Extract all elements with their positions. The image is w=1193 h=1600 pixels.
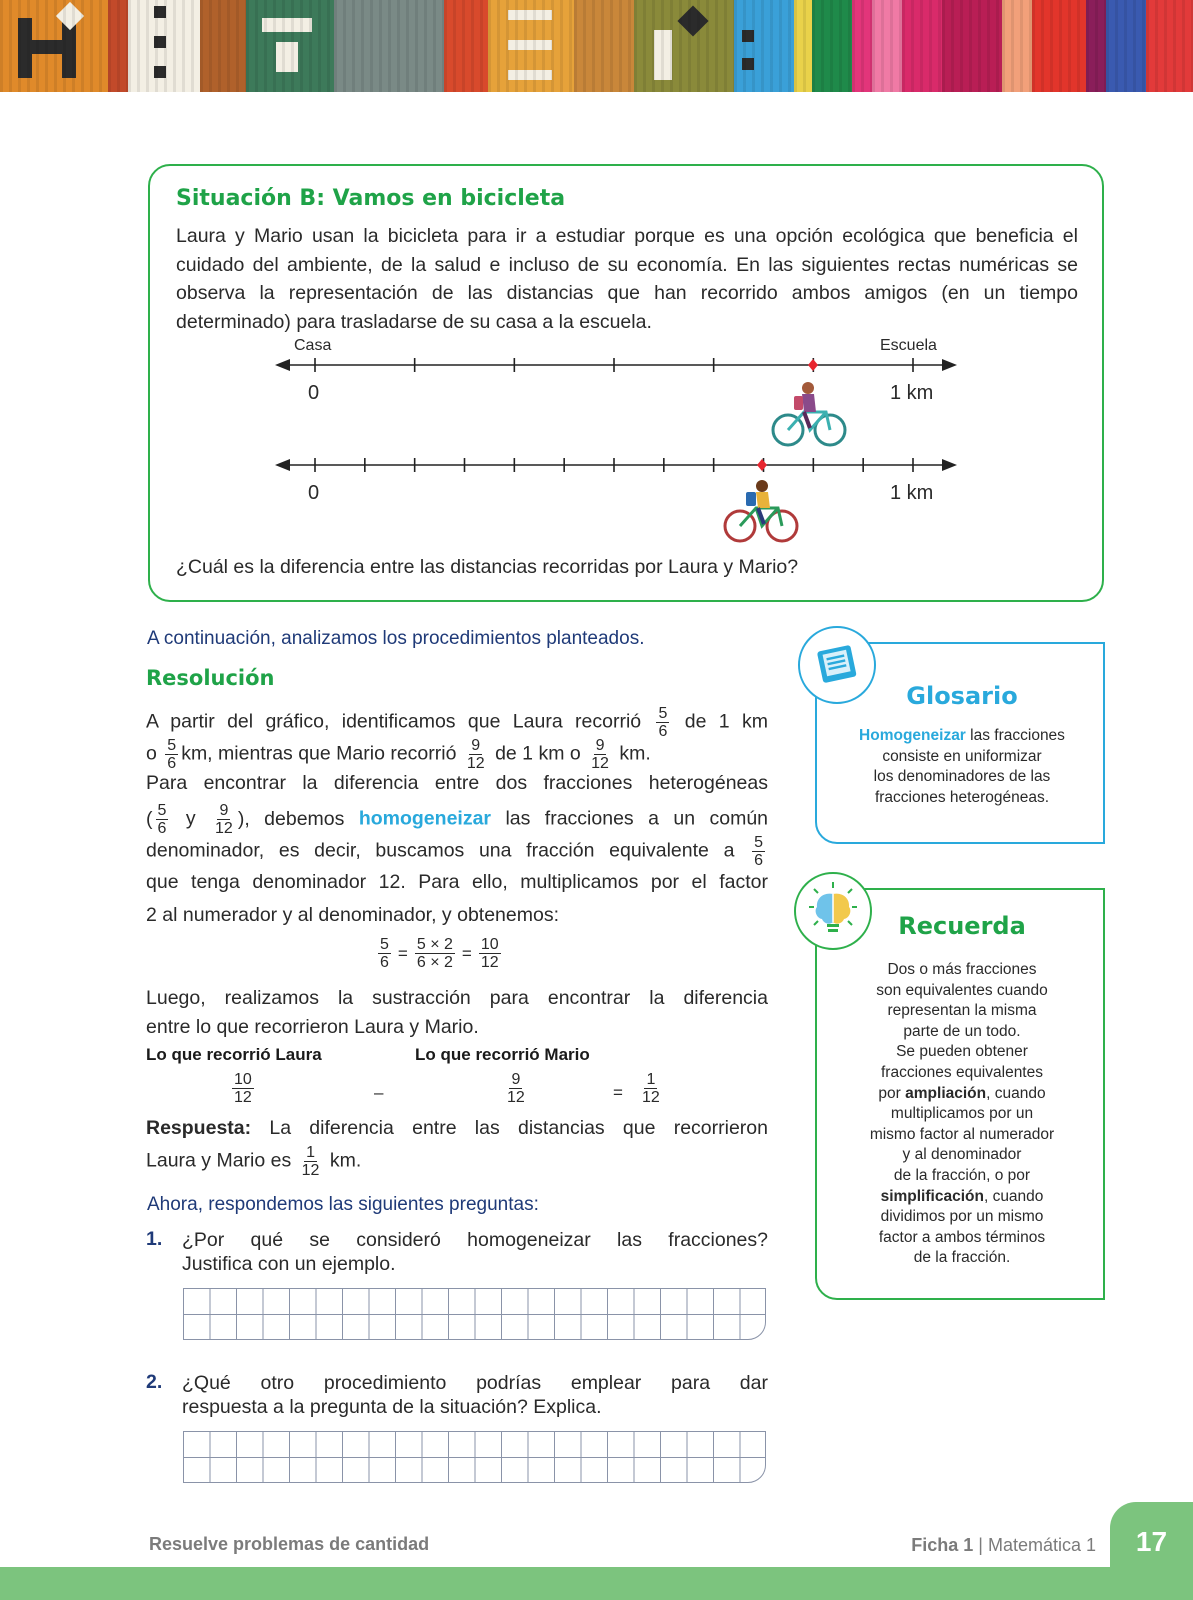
- page-number: 17: [1135, 1526, 1168, 1557]
- situation-body: Laura y Mario usan la bicicleta para ir a estudiar porque es una opción ecológica que beneficia el cuidado del ambiente, de la salud e incluso de su economía. En las siguientes rectas numéricas se observa la representación de las distancias que han recorrido ambos amigos (en un tiempo determinado) para trasladarse de su casa a la escuela.: [176, 225, 1078, 333]
- book-icon: [798, 626, 876, 704]
- resolution-line-5: denominador, es decir, buscamos una fracción equivalente a $\frac{5}{6}$: [146, 834, 764, 869]
- resolution-line-7: 2 al numerador y al denominador, y obtenemos:: [146, 904, 559, 926]
- keyword-homogeneizar: homogeneizar: [358, 807, 492, 830]
- laura-position-marker: [808, 359, 818, 371]
- resolution-line-3: Para encontrar la diferencia entre dos fracciones heterogéneas: [146, 772, 768, 794]
- line1-one-km: 1 km: [890, 382, 934, 404]
- header-mario: Lo que recorrió Mario: [415, 1045, 590, 1064]
- fraction-5-6: $\frac{5}{6}$: [658, 705, 668, 740]
- answer-grid-2[interactable]: [183, 1431, 766, 1483]
- bicycle-mario-icon: [725, 480, 797, 541]
- calc-minus: –: [374, 1083, 384, 1102]
- number-line-mario: [275, 458, 957, 472]
- calc-laura-fraction: $\frac{10}{12}$: [234, 1071, 252, 1106]
- recuerda-box: [815, 888, 1105, 1300]
- footer-subject: Ficha 1 | Matemática 1: [911, 1535, 1096, 1555]
- line2-one-km: 1 km: [890, 482, 934, 504]
- calc-mario-fraction: $\frac{9}{12}$: [507, 1071, 525, 1106]
- fraction-5-6: $\frac{5}{6}$: [167, 737, 177, 772]
- recuerda-title: Recuerda: [898, 912, 1026, 940]
- brain-idea-icon: [794, 872, 872, 950]
- label-casa: Casa: [294, 337, 332, 354]
- footer-bar: [0, 1567, 1193, 1600]
- question-2-text: ¿Qué otro procedimiento podrías emplear para dar respuesta a la pregunta de la situación? Explica.: [182, 1372, 768, 1418]
- situation-box: [148, 164, 1104, 602]
- answer-grid-1[interactable]: [183, 1288, 766, 1340]
- fraction-1-12: $\frac{1}{12}$: [301, 1144, 320, 1179]
- resolution-line-1: A partir del gráfico, identificamos que Laura recorrió $\frac{5}{6}$ de 1 km: [146, 705, 768, 740]
- bicycle-laura-icon: [773, 382, 845, 445]
- questions-lead: Ahora, respondemos las siguientes preguntas:: [147, 1194, 539, 1215]
- calc-equals: =: [613, 1083, 623, 1102]
- resolution-line-8: Luego, realizamos la sustracción para encontrar la diferencia: [146, 987, 768, 1009]
- equivalence-equation: $\frac{5}{6}$ = $\frac{5 \times 2}{6 \times 2}$ = $\frac{10}{12}$: [380, 936, 499, 971]
- line1-zero: 0: [308, 382, 320, 404]
- resolution-line-9: entre lo que recorrieron Laura y Mario.: [146, 1016, 479, 1038]
- decorative-textile-banner: [0, 0, 1193, 92]
- answer-line-1: Respuesta: La diferencia entre las distancias que recorrieron: [146, 1117, 768, 1139]
- situation-question: ¿Cuál es la diferencia entre las distancias recorridas por Laura y Mario?: [176, 556, 799, 578]
- glosario-text: Homogeneizar las fracciones consiste en uniformizar los denominadores de las fracciones heterogéneas.: [859, 727, 1065, 806]
- line2-zero: 0: [308, 482, 320, 504]
- number-line-laura: [275, 358, 957, 372]
- footer-competency: Resuelve problemas de cantidad: [149, 1534, 430, 1554]
- glosario-title: Glosario: [906, 682, 1018, 710]
- situation-title: Situación B: Vamos en bicicleta: [176, 186, 566, 211]
- resolution-line-2: o $\frac{5}{6}$ km, mientras que Mario recorrió $\frac{9}{12}$ de 1 km o $\frac{9}{12}$ km.: [146, 737, 651, 772]
- fraction-9-12: $\frac{9}{12}$: [591, 737, 609, 772]
- recuerda-text: Dos o más fracciones son equivalentes cuando representan la misma parte de un todo. Se pueden obtener fracciones equivalentes por ampliación, cuando multiplicamos por un mismo factor al numerador y al denominador de la fracción, o por simplificación, cuando dividimos por un mismo factor a ambos términos de la fracción.: [869, 961, 1055, 1267]
- question-1-text: ¿Por qué se consideró homogeneizar las fracciones? Justifica con un ejemplo.: [182, 1229, 768, 1275]
- fraction-5-6: $\frac{5}{6}$: [754, 834, 764, 869]
- resolution-line-4: ( $\frac{5}{6}$ y $\frac{9}{12}$ ), debemos homogeneizar las fracciones a un común: [146, 802, 769, 837]
- calc-result-fraction: $\frac{1}{12}$: [642, 1071, 660, 1106]
- mario-position-marker: [757, 459, 767, 471]
- answer-line-2: Laura y Mario es $\frac{1}{12}$ km.: [146, 1144, 362, 1179]
- header-laura: Lo que recorrió Laura: [146, 1045, 322, 1064]
- fraction-5-6: $\frac{5}{6}$: [157, 802, 167, 837]
- label-escuela: Escuela: [880, 337, 937, 354]
- analysis-lead: A continuación, analizamos los procedimientos planteados.: [147, 628, 645, 649]
- number-lines: [150, 166, 1106, 546]
- fraction-9-12: $\frac{9}{12}$: [466, 737, 485, 772]
- resolution-line-6: que tenga denominador 12. Para ello, multiplicamos por el factor: [146, 871, 768, 893]
- question-1-number: 1.: [146, 1228, 163, 1250]
- fraction-9-12: $\frac{9}{12}$: [215, 802, 233, 837]
- resolution-heading: Resolución: [146, 666, 275, 690]
- question-2-number: 2.: [146, 1371, 163, 1393]
